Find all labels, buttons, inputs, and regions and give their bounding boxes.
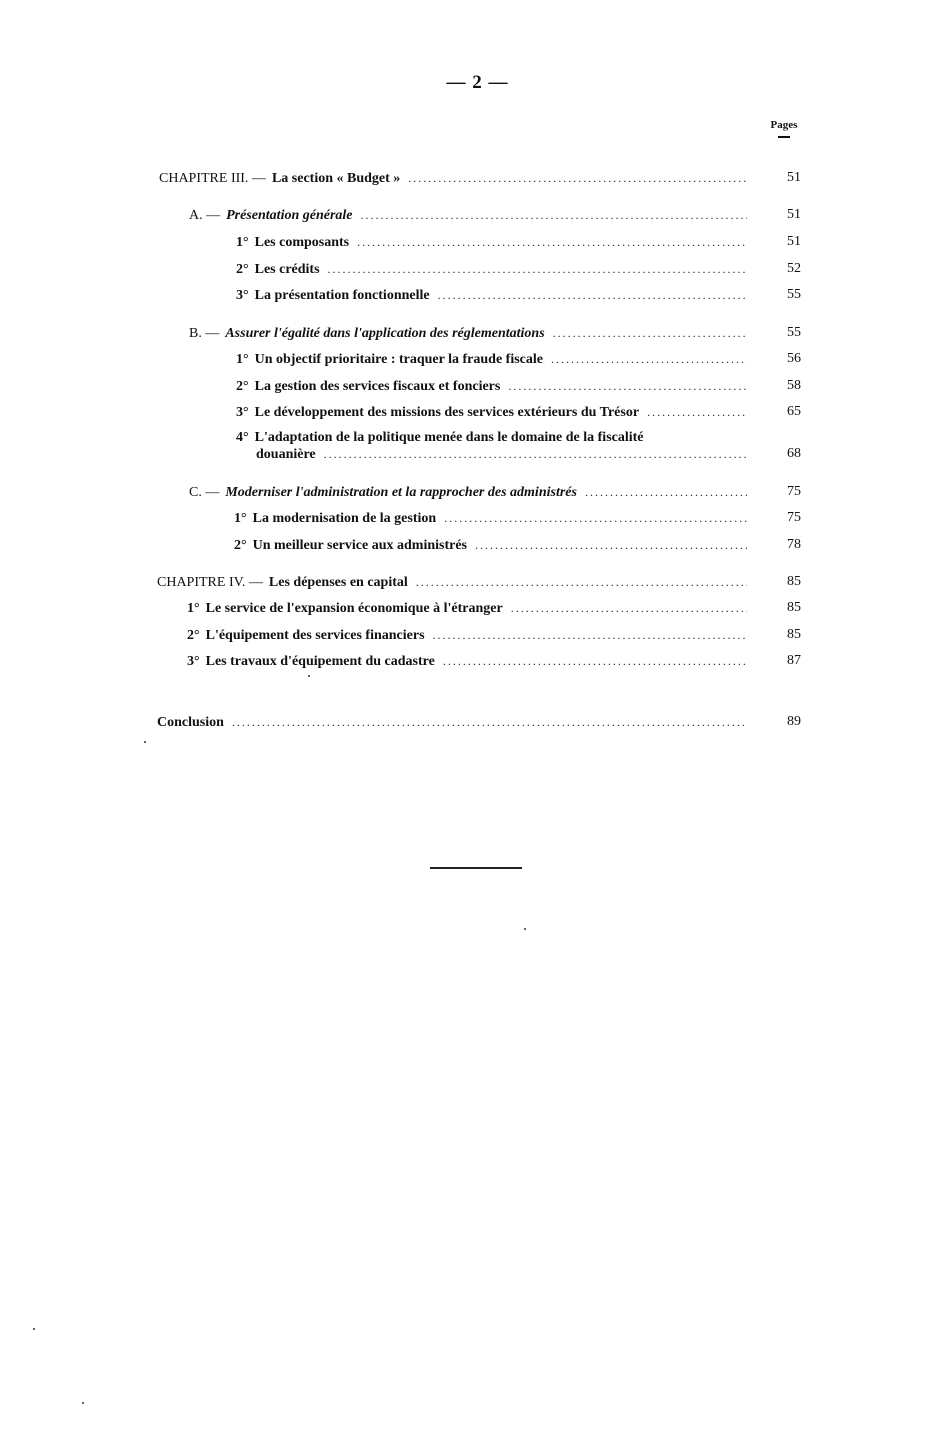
item-number: 3° [187,654,200,669]
item-title-line2: douanière [256,447,316,462]
page-ref: 68 [787,446,801,461]
dot-leader [357,234,747,251]
toc-entry-a2[interactable] [236,261,801,278]
dot-leader [361,207,747,224]
scan-speck [144,741,146,743]
chapter-prefix: CHAPITRE III. — [159,171,266,186]
dot-leader [232,714,747,731]
page-ref: 89 [787,714,801,729]
toc-entry-d2[interactable] [187,627,801,644]
dot-leader [647,404,747,421]
item-title: Les travaux d'équipement du cadastre [205,654,435,669]
page-ref: 52 [787,261,801,276]
item-number: 1° [236,352,249,367]
page-ref: 65 [787,404,801,419]
page-ref: 56 [787,351,801,366]
item-title: L'équipement des services financiers [205,628,425,643]
toc-entry-section-a[interactable] [189,207,801,224]
item-title: Un objectif prioritaire : traquer la fraude fiscale [254,352,543,367]
dot-leader [438,287,747,304]
toc-entry-d1[interactable] [187,600,801,617]
item-title: Les crédits [254,262,320,277]
page-ref: 85 [787,627,801,642]
scan-speck [308,675,310,677]
item-number: 1° [234,511,247,526]
toc-entry-b2[interactable] [236,378,801,395]
page-ref: 51 [787,170,801,185]
toc-entry-a1[interactable] [236,234,801,251]
scan-speck [82,1402,84,1404]
section-label: A. — [189,208,221,223]
item-title: Le service de l'expansion économique à l'étranger [205,601,503,616]
page-ref: 55 [787,325,801,340]
closing-rule [430,867,522,869]
dot-leader [444,510,747,527]
item-number: 2° [234,538,247,553]
item-title: Le développement des missions des services extérieurs du Trésor [254,405,640,420]
dot-leader [408,170,747,187]
dot-leader [551,351,747,368]
item-number: 1° [236,235,249,250]
scan-speck [524,928,526,930]
pages-underline [778,136,790,138]
page-ref: 75 [787,484,801,499]
page-ref: 58 [787,378,801,393]
item-number: 3° [236,405,249,420]
toc-entry-b3[interactable] [236,404,801,421]
dot-leader [328,261,747,278]
dot-leader [508,378,747,395]
toc-entry-b1[interactable] [236,351,801,368]
page-ref: 87 [787,653,801,668]
dot-leader [511,600,747,617]
chapter-title: Les dépenses en capital [268,575,408,590]
dot-leader [475,537,747,554]
item-number: 4° [236,430,249,445]
item-number: 2° [236,262,249,277]
toc-entry-chapitre-4[interactable] [157,574,801,591]
page-ref: 85 [787,600,801,615]
toc-entry-section-c[interactable] [189,484,801,501]
page-ref: 78 [787,537,801,552]
page-ref: 85 [787,574,801,589]
dot-leader [416,574,747,591]
item-title-line1: L'adaptation de la politique menée dans le domaine de la fiscalité [254,430,644,445]
item-title: La gestion des services fiscaux et fonciers [254,379,501,394]
toc-entry-chapitre-3[interactable] [159,170,801,187]
page-ref: 51 [787,207,801,222]
item-title: Les composants [254,235,350,250]
toc-entry-b4[interactable] [236,430,801,463]
toc-entry-c2[interactable] [234,537,801,554]
page-ref: 55 [787,287,801,302]
item-number: 3° [236,288,249,303]
item-number: 2° [187,628,200,643]
dot-leader [553,325,747,342]
item-number: 2° [236,379,249,394]
toc-entry-d3[interactable] [187,653,801,670]
item-title: Un meilleur service aux administrés [252,538,467,553]
section-title: Présentation générale [226,208,353,223]
toc-entry-conclusion[interactable] [157,714,801,731]
section-label: B. — [189,326,220,341]
dot-leader [433,627,747,644]
section-title: Moderniser l'administration et la rapprocher des administrés [225,485,577,500]
section-label: C. — [189,485,220,500]
chapter-title: La section « Budget » [271,171,401,186]
item-number: 1° [187,601,200,616]
page-ref: 51 [787,234,801,249]
toc-entry-section-b[interactable] [189,325,801,342]
conclusion-title: Conclusion [157,715,224,730]
pages-label: Pages [770,119,798,131]
toc-entry-a3[interactable] [236,287,801,304]
chapter-prefix: CHAPITRE IV. — [157,575,263,590]
page-number: — 2 — [446,72,509,93]
scan-speck [33,1328,35,1330]
item-title: La modernisation de la gestion [252,511,437,526]
dot-leader [324,446,747,463]
pages-column-header [762,119,806,138]
section-title: Assurer l'égalité dans l'application des réglementations [225,326,545,341]
page-ref: 75 [787,510,801,525]
dot-leader [585,484,747,501]
item-title: La présentation fonctionnelle [254,288,430,303]
dot-leader [443,653,747,670]
toc-entry-c1[interactable] [234,510,801,527]
